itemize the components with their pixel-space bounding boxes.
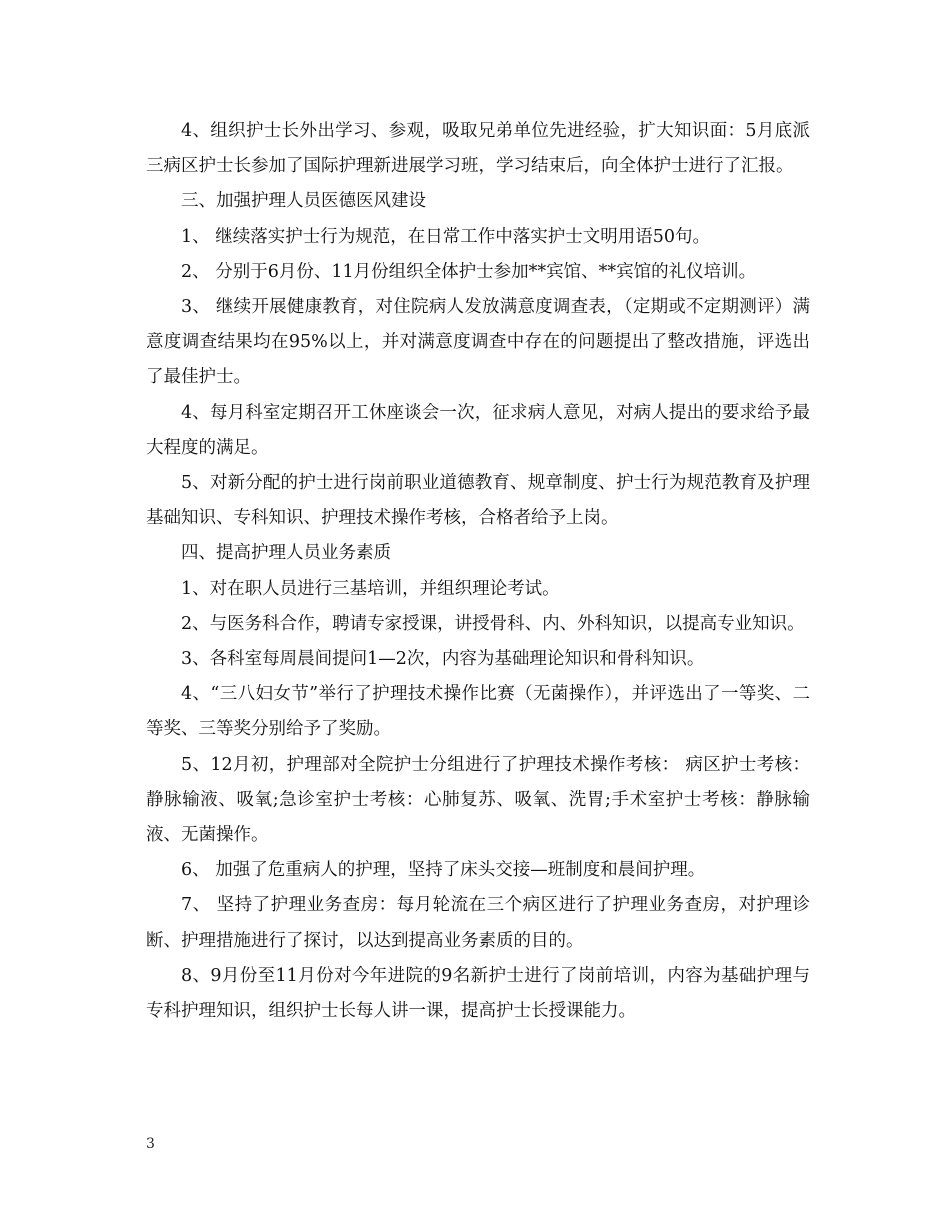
- paragraph-1: 4、组织护士长外出学习、参观，吸取兄弟单位先进经验，扩大知识面：5月底派三病区护士长参加了国际护理新进展学习班，学习结束后，向全体护士进行了汇报。: [146, 121, 810, 177]
- paragraph-10: 4、“三八妇女节”举行了护理技术操作比赛（无菌操作），并评选出了一等奖、二等奖、三等奖分别给予了奖励。: [146, 684, 810, 740]
- section-heading-4: 四、提高护理人员业务素质: [181, 543, 391, 564]
- paragraph-11: 5、12月初，护理部对全院护士分组进行了护理技术操作考核： 病区护士考核：静脉输液、吸氧;急诊室护士考核：心肺复苏、吸氧、洗胃;手术室护士考核：静脉输液、无菌操作。: [146, 754, 810, 846]
- paragraph-2: 1、 继续落实护士行为规范，在日常工作中落实护士文明用语50句。: [181, 226, 710, 247]
- paragraph-9: 3、各科室每周晨间提问1—2次，内容为基础理论知识和骨科知识。: [181, 649, 705, 670]
- paragraph-3: 2、 分别于6月份、11月份组织全体护士参加**宾馆、**宾馆的礼仪培训。: [181, 261, 757, 282]
- paragraph-8: 2、与医务科合作，聘请专家授课，讲授骨科、内、外科知识，以提高专业知识。: [181, 613, 805, 634]
- paragraph-6: 5、对新分配的护士进行岗前职业道德教育、规章制度、护士行为规范教育及护理基础知识、专科知识、护理技术操作考核，合格者给予上岗。: [146, 473, 810, 529]
- paragraph-5: 4、每月科室定期召开工休座谈会一次，征求病人意见，对病人提出的要求给予最大程度的满足。: [146, 402, 810, 458]
- paragraph-14: 8、9月份至11月份对今年进院的9名新护士进行了岗前培训，内容为基础护理与专科护理知识，组织护士长每人讲一课，提高护士长授课能力。: [146, 965, 810, 1022]
- paragraph-7: 1、对在职人员进行三基培训，并组织理论考试。: [181, 578, 560, 599]
- section-heading-3: 三、加强护理人员医德医风建设: [181, 191, 426, 212]
- paragraph-13: 7、 坚持了护理业务查房：每月轮流在三个病区进行了护理业务查房，对护理诊断、护理措施进行了探讨，以达到提高业务素质的目的。: [146, 895, 810, 951]
- paragraph-4: 3、 继续开展健康教育，对住院病人发放满意度调查表，（定期或不定期测评）满意度调查结果均在95%以上，并对满意度调查中存在的问题提出了整改措施，评选出了最佳护士。: [146, 297, 810, 388]
- paragraph-12: 6、 加强了危重病人的护理，坚持了床头交接—班制度和晨间护理。: [181, 860, 706, 881]
- page-number: 3: [146, 1136, 155, 1152]
- document-body: [146, 114, 810, 1029]
